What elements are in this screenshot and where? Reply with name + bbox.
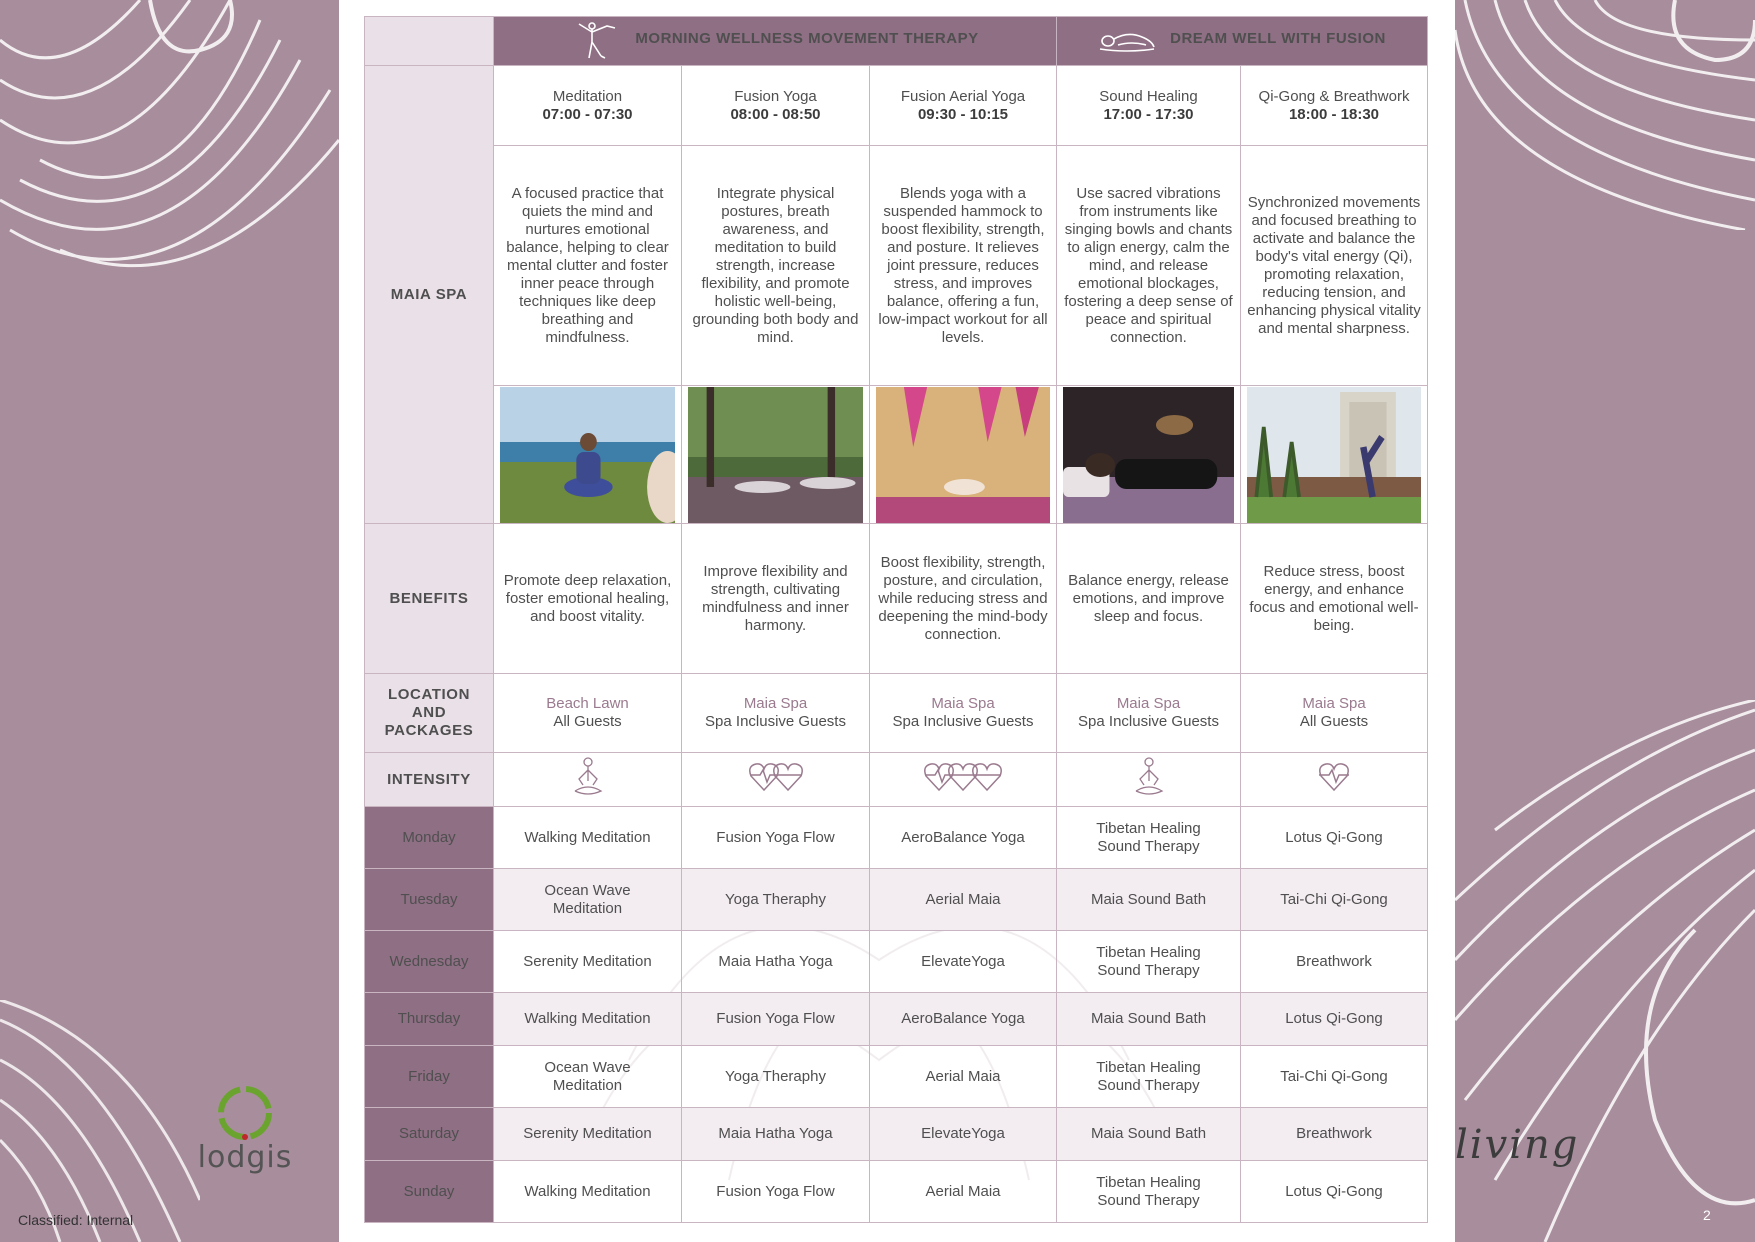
session-cell: AeroBalance Yoga xyxy=(870,807,1057,869)
intensity-cell xyxy=(1241,753,1428,807)
photo-qi-gong xyxy=(1241,386,1428,524)
schedule-row xyxy=(365,807,1428,869)
session-cell: Tibetan Healing Sound Therapy xyxy=(1057,807,1241,869)
intensity-cell xyxy=(494,753,682,807)
session-cell: Tibetan Healing Sound Therapy xyxy=(1057,931,1241,993)
class-benefits: Promote deep relaxation, foster emotional healing, and boost vitality. xyxy=(494,524,682,674)
class-description: Use sacred vibrations from instruments like singing bowls and chants to align energy, calm the mind, and release emotional blockages, fostering a deep sense of peace and spiritual connection. xyxy=(1057,146,1241,386)
schedule-row xyxy=(365,931,1428,993)
intensity-cell xyxy=(1057,753,1241,807)
session-cell: Aerial Maia xyxy=(870,1046,1057,1108)
session-cell: Breathwork xyxy=(1241,1108,1428,1161)
schedule-row xyxy=(365,1046,1428,1108)
class-description: Integrate physical postures, breath awareness, and meditation to build strength, increase flexibility, and promote holistic well-being, grounding both body and mind. xyxy=(682,146,870,386)
schedule-row xyxy=(365,1108,1428,1161)
benefits-label: BENEFITS xyxy=(365,524,494,674)
lodgis-ring-icon xyxy=(217,1085,273,1141)
location-label: LOCATION AND PACKAGES xyxy=(365,674,494,753)
session-cell: Tai-Chi Qi-Gong xyxy=(1241,1046,1428,1108)
session-cell: Aerial Maia xyxy=(870,869,1057,931)
session-cell: Maia Sound Bath xyxy=(1057,993,1241,1046)
session-cell: Ocean Wave Meditation xyxy=(494,1046,682,1108)
session-cell: Yoga Theraphy xyxy=(682,1046,870,1108)
session-cell: Maia Hatha Yoga xyxy=(682,1108,870,1161)
class-location: Maia Spa Spa Inclusive Guests xyxy=(1057,674,1241,753)
session-cell: Walking Meditation xyxy=(494,993,682,1046)
three-hearts-icon xyxy=(923,760,1003,794)
schedule-row xyxy=(365,869,1428,931)
photo-meditation xyxy=(494,386,682,524)
class-title-meditation: Meditation 07:00 - 07:30 xyxy=(494,66,682,146)
class-description: Synchronized movements and focused breathing to activate and balance the body's vital energy (Qi), promoting relaxation, reducing tension, and enhancing physical vitality and mental sharpness. xyxy=(1241,146,1428,386)
classification-label: Classified: Internal xyxy=(18,1212,134,1228)
session-cell: Lotus Qi-Gong xyxy=(1241,807,1428,869)
session-cell: Tibetan Healing Sound Therapy xyxy=(1057,1046,1241,1108)
decorative-fan-bottom-left xyxy=(0,1000,200,1242)
session-cell: Breathwork xyxy=(1241,931,1428,993)
schedule-row xyxy=(365,1161,1428,1223)
evening-header: DREAM WELL WITH FUSION xyxy=(1057,17,1428,66)
class-description: Blends yoga with a suspended hammock to boost flexibility, strength, and posture. It relieves joint pressure, reduces stress, and improves balance, offering a fun, low-impact workout for all levels. xyxy=(870,146,1057,386)
session-cell: Tai-Chi Qi-Gong xyxy=(1241,869,1428,931)
corner-cell xyxy=(365,17,494,66)
photo-aerial-yoga xyxy=(870,386,1057,524)
day-label: Friday xyxy=(365,1046,494,1108)
meditation-figure-icon xyxy=(1132,755,1166,799)
class-title-qi-gong: Qi-Gong & Breathwork 18:00 - 18:30 xyxy=(1241,66,1428,146)
class-benefits: Balance energy, release emotions, and improve sleep and focus. xyxy=(1057,524,1241,674)
schedule-row xyxy=(365,993,1428,1046)
two-hearts-icon xyxy=(748,760,804,794)
session-cell: Yoga Theraphy xyxy=(682,869,870,931)
morning-header: MORNING WELLNESS MOVEMENT THERAPY xyxy=(494,17,1057,66)
wellness-schedule-table xyxy=(364,16,1428,1223)
intensity-label: INTENSITY xyxy=(365,753,494,807)
page-number: 2 xyxy=(1703,1207,1711,1223)
session-cell: ElevateYoga xyxy=(870,931,1057,993)
lodgis-wordmark: lodgis xyxy=(197,1140,293,1175)
yoga-pose-icon xyxy=(571,18,617,60)
photo-fusion-yoga xyxy=(682,386,870,524)
class-location: Maia Spa Spa Inclusive Guests xyxy=(682,674,870,753)
class-benefits: Reduce stress, boost energy, and enhance focus and emotional well-being. xyxy=(1241,524,1428,674)
session-cell: Aerial Maia xyxy=(870,1161,1057,1223)
session-cell: AeroBalance Yoga xyxy=(870,993,1057,1046)
intensity-cell xyxy=(682,753,870,807)
session-cell: Fusion Yoga Flow xyxy=(682,1161,870,1223)
class-benefits: Boost flexibility, strength, posture, and circulation, while reducing stress and deepening the mind-body connection. xyxy=(870,524,1057,674)
session-cell: Fusion Yoga Flow xyxy=(682,993,870,1046)
session-cell: ElevateYoga xyxy=(870,1108,1057,1161)
day-label: Thursday xyxy=(365,993,494,1046)
session-cell: Lotus Qi-Gong xyxy=(1241,993,1428,1046)
class-location: Beach Lawn All Guests xyxy=(494,674,682,753)
session-cell: Maia Hatha Yoga xyxy=(682,931,870,993)
session-cell: Tibetan Healing Sound Therapy xyxy=(1057,1161,1241,1223)
day-label: Monday xyxy=(365,807,494,869)
decorative-fan-top-left xyxy=(0,0,339,300)
decorative-fan-top-right xyxy=(1455,0,1755,230)
maia-spa-label: MAIA SPA xyxy=(365,66,494,524)
session-cell: Serenity Meditation xyxy=(494,1108,682,1161)
session-cell: Maia Sound Bath xyxy=(1057,869,1241,931)
living-logo: living xyxy=(1455,1122,1580,1168)
day-label: Saturday xyxy=(365,1108,494,1161)
one-heart-icon xyxy=(1317,760,1351,794)
class-description: A focused practice that quiets the mind and nurtures emotional balance, helping to clear mental clutter and foster inner peace through techniques like deep breathing and mindfulness. xyxy=(494,146,682,386)
session-cell: Ocean Wave Meditation xyxy=(494,869,682,931)
class-benefits: Improve flexibility and strength, cultivating mindfulness and inner harmony. xyxy=(682,524,870,674)
class-title-fusion-yoga: Fusion Yoga 08:00 - 08:50 xyxy=(682,66,870,146)
day-label: Sunday xyxy=(365,1161,494,1223)
lying-figure-icon xyxy=(1098,23,1156,55)
session-cell: Serenity Meditation xyxy=(494,931,682,993)
photo-sound-healing xyxy=(1057,386,1241,524)
class-location: Maia Spa Spa Inclusive Guests xyxy=(870,674,1057,753)
session-cell: Fusion Yoga Flow xyxy=(682,807,870,869)
intensity-cell xyxy=(870,753,1057,807)
session-cell: Walking Meditation xyxy=(494,807,682,869)
session-cell: Walking Meditation xyxy=(494,1161,682,1223)
day-label: Tuesday xyxy=(365,869,494,931)
class-title-aerial-yoga: Fusion Aerial Yoga 09:30 - 10:15 xyxy=(870,66,1057,146)
session-cell: Maia Sound Bath xyxy=(1057,1108,1241,1161)
class-title-sound-healing: Sound Healing 17:00 - 17:30 xyxy=(1057,66,1241,146)
meditation-figure-icon xyxy=(571,755,605,799)
session-cell: Lotus Qi-Gong xyxy=(1241,1161,1428,1223)
day-label: Wednesday xyxy=(365,931,494,993)
class-location: Maia Spa All Guests xyxy=(1241,674,1428,753)
lodgis-logo xyxy=(190,1085,300,1175)
